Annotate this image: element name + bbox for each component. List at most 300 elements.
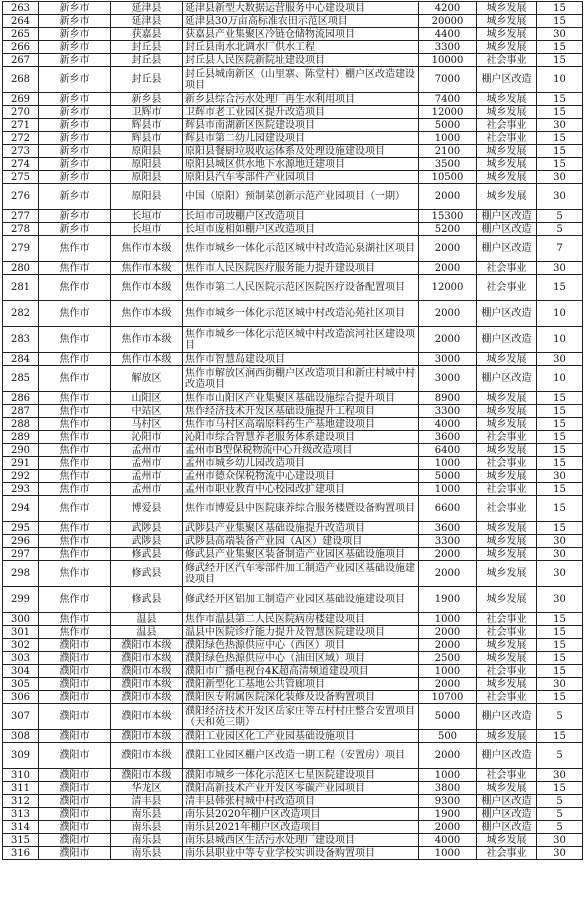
term-cell: 5 [537, 223, 583, 236]
project-name-cell: 焦作市温县第二人民医院病房楼建设项目 [183, 613, 419, 626]
term-cell: 15 [537, 93, 583, 106]
county-cell: 温县 [111, 626, 183, 639]
category-cell: 城乡发展 [477, 353, 537, 366]
row-number-cell: 298 [3, 561, 39, 587]
term-cell: 15 [537, 41, 583, 54]
city-cell: 濮阳市 [39, 639, 111, 652]
category-cell: 社会事业 [477, 457, 537, 470]
city-cell: 新乡市 [39, 145, 111, 158]
term-cell: 15 [537, 457, 583, 470]
city-cell: 焦作市 [39, 262, 111, 275]
term-cell: 30 [537, 548, 583, 561]
table-row [3, 119, 583, 132]
city-cell: 焦作市 [39, 548, 111, 561]
county-cell: 修武县 [111, 548, 183, 561]
project-name-cell: 新乡县综合污水处理厂再生水利用项目 [183, 93, 419, 106]
county-cell: 封丘县 [111, 41, 183, 54]
term-cell: 15 [537, 483, 583, 496]
table-row [3, 15, 583, 28]
project-name-cell: 焦作市城乡一体化示范区城中村改造滨河社区建设项目 [183, 327, 419, 353]
term-cell: 15 [537, 639, 583, 652]
term-cell: 15 [537, 275, 583, 301]
term-cell: 15 [537, 54, 583, 67]
table-row [3, 366, 583, 392]
row-number-cell: 278 [3, 223, 39, 236]
county-cell: 修武县 [111, 587, 183, 613]
category-cell: 棚户区改造 [477, 67, 537, 93]
county-cell: 封丘县 [111, 54, 183, 67]
table-row [3, 548, 583, 561]
city-cell: 焦作市 [39, 496, 111, 522]
county-cell: 焦作市本级 [111, 275, 183, 301]
table-row [3, 353, 583, 366]
county-cell: 原阳县 [111, 145, 183, 158]
table-row [3, 431, 583, 444]
row-number-cell: 295 [3, 522, 39, 535]
category-cell: 城乡发展 [477, 106, 537, 119]
project-table-body [3, 2, 583, 860]
row-number-cell: 286 [3, 392, 39, 405]
row-number-cell: 310 [3, 769, 39, 782]
county-cell: 长垣市 [111, 210, 183, 223]
row-number-cell: 316 [3, 847, 39, 860]
project-name-cell: 武陟县产业集聚区基础设施提升改造项目 [183, 522, 419, 535]
project-name-cell: 修武经开区铝加工制造产业园区基础设施建设项目 [183, 587, 419, 613]
project-name-cell: 濮阳绿色热源供应中心（西区）项目 [183, 639, 419, 652]
category-cell: 社会事业 [477, 665, 537, 678]
row-number-cell: 296 [3, 535, 39, 548]
city-cell: 焦作市 [39, 418, 111, 431]
amount-cell: 4400 [419, 28, 477, 41]
city-cell: 焦作市 [39, 535, 111, 548]
table-row [3, 795, 583, 808]
city-cell: 濮阳市 [39, 795, 111, 808]
county-cell: 长垣市 [111, 223, 183, 236]
row-number-cell: 293 [3, 483, 39, 496]
row-number-cell: 275 [3, 171, 39, 184]
category-cell: 城乡发展 [477, 730, 537, 743]
city-cell: 焦作市 [39, 366, 111, 392]
county-cell: 中站区 [111, 405, 183, 418]
term-cell: 15 [537, 392, 583, 405]
row-number-cell: 299 [3, 587, 39, 613]
city-cell: 新乡市 [39, 67, 111, 93]
project-name-cell: 焦作经济技术开发区基础设施提升工程项目 [183, 405, 419, 418]
term-cell: 30 [537, 28, 583, 41]
row-number-cell: 292 [3, 470, 39, 483]
amount-cell: 3300 [419, 535, 477, 548]
amount-cell: 1900 [419, 587, 477, 613]
city-cell: 焦作市 [39, 613, 111, 626]
city-cell: 新乡市 [39, 184, 111, 210]
row-number-cell: 287 [3, 405, 39, 418]
category-cell: 社会事业 [477, 613, 537, 626]
row-number-cell: 271 [3, 119, 39, 132]
county-cell: 原阳县 [111, 184, 183, 210]
project-name-cell: 濮阳工业园区棚户区改造一期工程（安置房）项目 [183, 743, 419, 769]
amount-cell: 6600 [419, 496, 477, 522]
city-cell: 新乡市 [39, 28, 111, 41]
table-row [3, 834, 583, 847]
county-cell: 延津县 [111, 15, 183, 28]
county-cell: 焦作市本级 [111, 262, 183, 275]
project-table [2, 1, 583, 860]
term-cell: 30 [537, 535, 583, 548]
county-cell: 孟州市 [111, 483, 183, 496]
row-number-cell: 281 [3, 275, 39, 301]
term-cell: 30 [537, 119, 583, 132]
county-cell: 山阳区 [111, 392, 183, 405]
amount-cell: 2500 [419, 652, 477, 665]
category-cell: 棚户区改造 [477, 808, 537, 821]
term-cell: 30 [537, 834, 583, 847]
row-number-cell: 266 [3, 41, 39, 54]
table-row [3, 522, 583, 535]
project-name-cell: 长垣市庞相如棚户区改造项目 [183, 223, 419, 236]
term-cell: 30 [537, 353, 583, 366]
city-cell: 濮阳市 [39, 691, 111, 704]
county-cell: 孟州市 [111, 444, 183, 457]
term-cell: 5 [537, 210, 583, 223]
term-cell: 30 [537, 678, 583, 691]
term-cell: 15 [537, 782, 583, 795]
county-cell: 濮阳市本级 [111, 652, 183, 665]
amount-cell: 1000 [419, 483, 477, 496]
project-name-cell: 武陟县高端装备产业园（A区）建设项目 [183, 535, 419, 548]
project-name-cell: 延津县新型大数据运营服务中心建设项目 [183, 2, 419, 15]
table-row [3, 587, 583, 613]
table-row [3, 782, 583, 795]
table-row [3, 483, 583, 496]
term-cell: 30 [537, 561, 583, 587]
row-number-cell: 277 [3, 210, 39, 223]
city-cell: 焦作市 [39, 301, 111, 327]
amount-cell: 4000 [419, 418, 477, 431]
table-row [3, 171, 583, 184]
row-number-cell: 285 [3, 366, 39, 392]
amount-cell: 2000 [419, 548, 477, 561]
table-row [3, 54, 583, 67]
table-row [3, 561, 583, 587]
category-cell: 社会事业 [477, 769, 537, 782]
city-cell: 焦作市 [39, 587, 111, 613]
table-row [3, 223, 583, 236]
category-cell: 城乡发展 [477, 548, 537, 561]
amount-cell: 10500 [419, 171, 477, 184]
row-number-cell: 300 [3, 613, 39, 626]
category-cell: 城乡发展 [477, 392, 537, 405]
city-cell: 焦作市 [39, 522, 111, 535]
row-number-cell: 309 [3, 743, 39, 769]
term-cell: 30 [537, 769, 583, 782]
category-cell: 城乡发展 [477, 28, 537, 41]
amount-cell: 3500 [419, 158, 477, 171]
category-cell: 城乡发展 [477, 678, 537, 691]
table-row [3, 184, 583, 210]
amount-cell: 500 [419, 730, 477, 743]
county-cell: 延津县 [111, 2, 183, 15]
table-row [3, 691, 583, 704]
table-row [3, 730, 583, 743]
project-name-cell: 孟州市B型保税物流中心升级改造项目 [183, 444, 419, 457]
row-number-cell: 264 [3, 15, 39, 28]
table-row [3, 444, 583, 457]
term-cell: 5 [537, 743, 583, 769]
row-number-cell: 268 [3, 67, 39, 93]
city-cell: 濮阳市 [39, 847, 111, 860]
city-cell: 濮阳市 [39, 704, 111, 730]
table-row [3, 262, 583, 275]
amount-cell: 2000 [419, 743, 477, 769]
amount-cell: 2000 [419, 301, 477, 327]
county-cell: 解放区 [111, 366, 183, 392]
city-cell: 濮阳市 [39, 808, 111, 821]
row-number-cell: 263 [3, 2, 39, 15]
table-row [3, 808, 583, 821]
row-number-cell: 288 [3, 418, 39, 431]
category-cell: 城乡发展 [477, 93, 537, 106]
term-cell: 15 [537, 405, 583, 418]
project-name-cell: 原阳县汽车零部件产业园项目 [183, 171, 419, 184]
amount-cell: 5000 [419, 704, 477, 730]
row-number-cell: 306 [3, 691, 39, 704]
city-cell: 新乡市 [39, 2, 111, 15]
project-name-cell: 原阳县餐厨垃圾收运体系及处理设施建设项目 [183, 145, 419, 158]
row-number-cell: 290 [3, 444, 39, 457]
amount-cell: 12000 [419, 106, 477, 119]
term-cell: 15 [537, 145, 583, 158]
amount-cell: 1000 [419, 769, 477, 782]
amount-cell: 3000 [419, 366, 477, 392]
category-cell: 城乡发展 [477, 15, 537, 28]
project-name-cell: 濮阳市城乡一体化示范区七星医院建设项目 [183, 769, 419, 782]
row-number-cell: 315 [3, 834, 39, 847]
project-name-cell: 孟州市德众保税物流中心建设项目 [183, 470, 419, 483]
project-name-cell: 濮阳高新技术产业开发区零碳产业园项目 [183, 782, 419, 795]
term-cell: 30 [537, 262, 583, 275]
amount-cell: 7400 [419, 93, 477, 106]
row-number-cell: 274 [3, 158, 39, 171]
table-row [3, 821, 583, 834]
term-cell: 15 [537, 730, 583, 743]
amount-cell: 5000 [419, 119, 477, 132]
amount-cell: 4000 [419, 834, 477, 847]
city-cell: 濮阳市 [39, 678, 111, 691]
county-cell: 焦作市本级 [111, 301, 183, 327]
county-cell: 沁阳市 [111, 431, 183, 444]
amount-cell: 4200 [419, 2, 477, 15]
table-row [3, 392, 583, 405]
city-cell: 焦作市 [39, 444, 111, 457]
term-cell: 15 [537, 106, 583, 119]
project-name-cell: 长垣市司坡棚户区改造项目 [183, 210, 419, 223]
term-cell: 30 [537, 171, 583, 184]
project-name-cell: 获嘉县产业集聚区冷链仓储物流园项目 [183, 28, 419, 41]
category-cell: 城乡发展 [477, 405, 537, 418]
county-cell: 清丰县 [111, 795, 183, 808]
city-cell: 新乡市 [39, 132, 111, 145]
amount-cell: 2000 [419, 639, 477, 652]
city-cell: 焦作市 [39, 626, 111, 639]
project-name-cell: 沁阳市综合智慧养老服务体系建设项目 [183, 431, 419, 444]
project-name-cell: 濮阳市广播电视台4K超高清频道建设项目 [183, 665, 419, 678]
amount-cell: 1000 [419, 665, 477, 678]
table-row [3, 769, 583, 782]
amount-cell: 7000 [419, 67, 477, 93]
city-cell: 新乡市 [39, 171, 111, 184]
city-cell: 焦作市 [39, 236, 111, 262]
project-name-cell: 修武县产业集聚区装备制造产业园区基础设施项目 [183, 548, 419, 561]
amount-cell: 10700 [419, 691, 477, 704]
county-cell: 孟州市 [111, 470, 183, 483]
term-cell: 15 [537, 2, 583, 15]
amount-cell: 5200 [419, 223, 477, 236]
term-cell: 30 [537, 587, 583, 613]
category-cell: 城乡发展 [477, 561, 537, 587]
category-cell: 城乡发展 [477, 158, 537, 171]
city-cell: 新乡市 [39, 106, 111, 119]
category-cell: 城乡发展 [477, 782, 537, 795]
table-row [3, 106, 583, 119]
table-row [3, 210, 583, 223]
term-cell: 10 [537, 67, 583, 93]
amount-cell: 15300 [419, 210, 477, 223]
term-cell: 15 [537, 132, 583, 145]
category-cell: 城乡发展 [477, 171, 537, 184]
county-cell: 武陟县 [111, 522, 183, 535]
category-cell: 棚户区改造 [477, 301, 537, 327]
project-name-cell: 南乐县2020年棚户区改造项目 [183, 808, 419, 821]
category-cell: 城乡发展 [477, 522, 537, 535]
amount-cell: 5000 [419, 470, 477, 483]
project-name-cell: 中国（原阳）预制菜创新示范产业园项目（一期） [183, 184, 419, 210]
county-cell: 焦作市本级 [111, 327, 183, 353]
term-cell: 15 [537, 15, 583, 28]
project-name-cell: 孟州市城乡幼儿园改造项目 [183, 457, 419, 470]
city-cell: 濮阳市 [39, 769, 111, 782]
county-cell: 濮阳市本级 [111, 665, 183, 678]
city-cell: 濮阳市 [39, 730, 111, 743]
city-cell: 新乡市 [39, 15, 111, 28]
table-row [3, 132, 583, 145]
city-cell: 濮阳市 [39, 821, 111, 834]
category-cell: 社会事业 [477, 626, 537, 639]
table-row [3, 145, 583, 158]
term-cell: 10 [537, 301, 583, 327]
row-number-cell: 270 [3, 106, 39, 119]
table-row [3, 535, 583, 548]
table-row [3, 470, 583, 483]
row-number-cell: 301 [3, 626, 39, 639]
project-name-cell: 延津县30万亩高标准农田示范区项目 [183, 15, 419, 28]
county-cell: 马村区 [111, 418, 183, 431]
county-cell: 濮阳市本级 [111, 678, 183, 691]
table-row [3, 158, 583, 171]
county-cell: 修武县 [111, 561, 183, 587]
row-number-cell: 272 [3, 132, 39, 145]
city-cell: 焦作市 [39, 392, 111, 405]
city-cell: 焦作市 [39, 353, 111, 366]
table-row [3, 613, 583, 626]
row-number-cell: 284 [3, 353, 39, 366]
table-row [3, 665, 583, 678]
project-name-cell: 南乐县职业中等专业学校实训设备购置项目 [183, 847, 419, 860]
county-cell: 获嘉县 [111, 28, 183, 41]
table-row [3, 418, 583, 431]
project-name-cell: 封丘县人民医院新院址建设项目 [183, 54, 419, 67]
table-row [3, 652, 583, 665]
project-name-cell: 焦作市解放区涧西街棚户区改造项目和新庄村城中村改造项目 [183, 366, 419, 392]
row-number-cell: 313 [3, 808, 39, 821]
term-cell: 15 [537, 665, 583, 678]
amount-cell: 3300 [419, 41, 477, 54]
city-cell: 新乡市 [39, 158, 111, 171]
category-cell: 城乡发展 [477, 470, 537, 483]
row-number-cell: 314 [3, 821, 39, 834]
category-cell: 棚户区改造 [477, 704, 537, 730]
table-row [3, 678, 583, 691]
county-cell: 孟州市 [111, 457, 183, 470]
category-cell: 棚户区改造 [477, 223, 537, 236]
category-cell: 社会事业 [477, 54, 537, 67]
county-cell: 辉县市 [111, 119, 183, 132]
amount-cell: 2000 [419, 678, 477, 691]
county-cell: 南乐县 [111, 834, 183, 847]
project-name-cell: 卫辉市老工业园区提升改造项目 [183, 106, 419, 119]
term-cell: 5 [537, 821, 583, 834]
county-cell: 濮阳市本级 [111, 691, 183, 704]
project-name-cell: 南乐县城西区生活污水处理厂建设项目 [183, 834, 419, 847]
row-number-cell: 311 [3, 782, 39, 795]
project-name-cell: 焦作市马村区高端原料药生产基地建设项目 [183, 418, 419, 431]
row-number-cell: 280 [3, 262, 39, 275]
term-cell: 5 [537, 808, 583, 821]
term-cell: 15 [537, 158, 583, 171]
table-row [3, 275, 583, 301]
project-name-cell: 辉县市南湖新区医院建设项目 [183, 119, 419, 132]
row-number-cell: 297 [3, 548, 39, 561]
category-cell: 城乡发展 [477, 41, 537, 54]
row-number-cell: 282 [3, 301, 39, 327]
row-number-cell: 269 [3, 93, 39, 106]
amount-cell: 2100 [419, 145, 477, 158]
row-number-cell: 303 [3, 652, 39, 665]
amount-cell: 3000 [419, 353, 477, 366]
county-cell: 辉县市 [111, 132, 183, 145]
project-name-cell: 辉县市第二幼儿园建设项目 [183, 132, 419, 145]
category-cell: 城乡发展 [477, 2, 537, 15]
term-cell: 30 [537, 470, 583, 483]
category-cell: 社会事业 [477, 483, 537, 496]
row-number-cell: 283 [3, 327, 39, 353]
project-name-cell: 濮阳绿色热源供应中心（油田区域）项目 [183, 652, 419, 665]
category-cell: 城乡发展 [477, 652, 537, 665]
table-row [3, 743, 583, 769]
project-name-cell: 孟州市职业教育中心校园改扩建项目 [183, 483, 419, 496]
project-name-cell: 焦作市城乡一体化示范区城中村改造沁苑社区项目 [183, 301, 419, 327]
amount-cell: 2000 [419, 236, 477, 262]
amount-cell: 10000 [419, 54, 477, 67]
category-cell: 社会事业 [477, 431, 537, 444]
project-name-cell: 焦作市城乡一体化示范区城中村改造沁泉湖社区项目 [183, 236, 419, 262]
row-number-cell: 305 [3, 678, 39, 691]
amount-cell: 1000 [419, 457, 477, 470]
category-cell: 城乡发展 [477, 184, 537, 210]
city-cell: 焦作市 [39, 327, 111, 353]
row-number-cell: 273 [3, 145, 39, 158]
category-cell: 棚户区改造 [477, 795, 537, 808]
amount-cell: 1000 [419, 847, 477, 860]
